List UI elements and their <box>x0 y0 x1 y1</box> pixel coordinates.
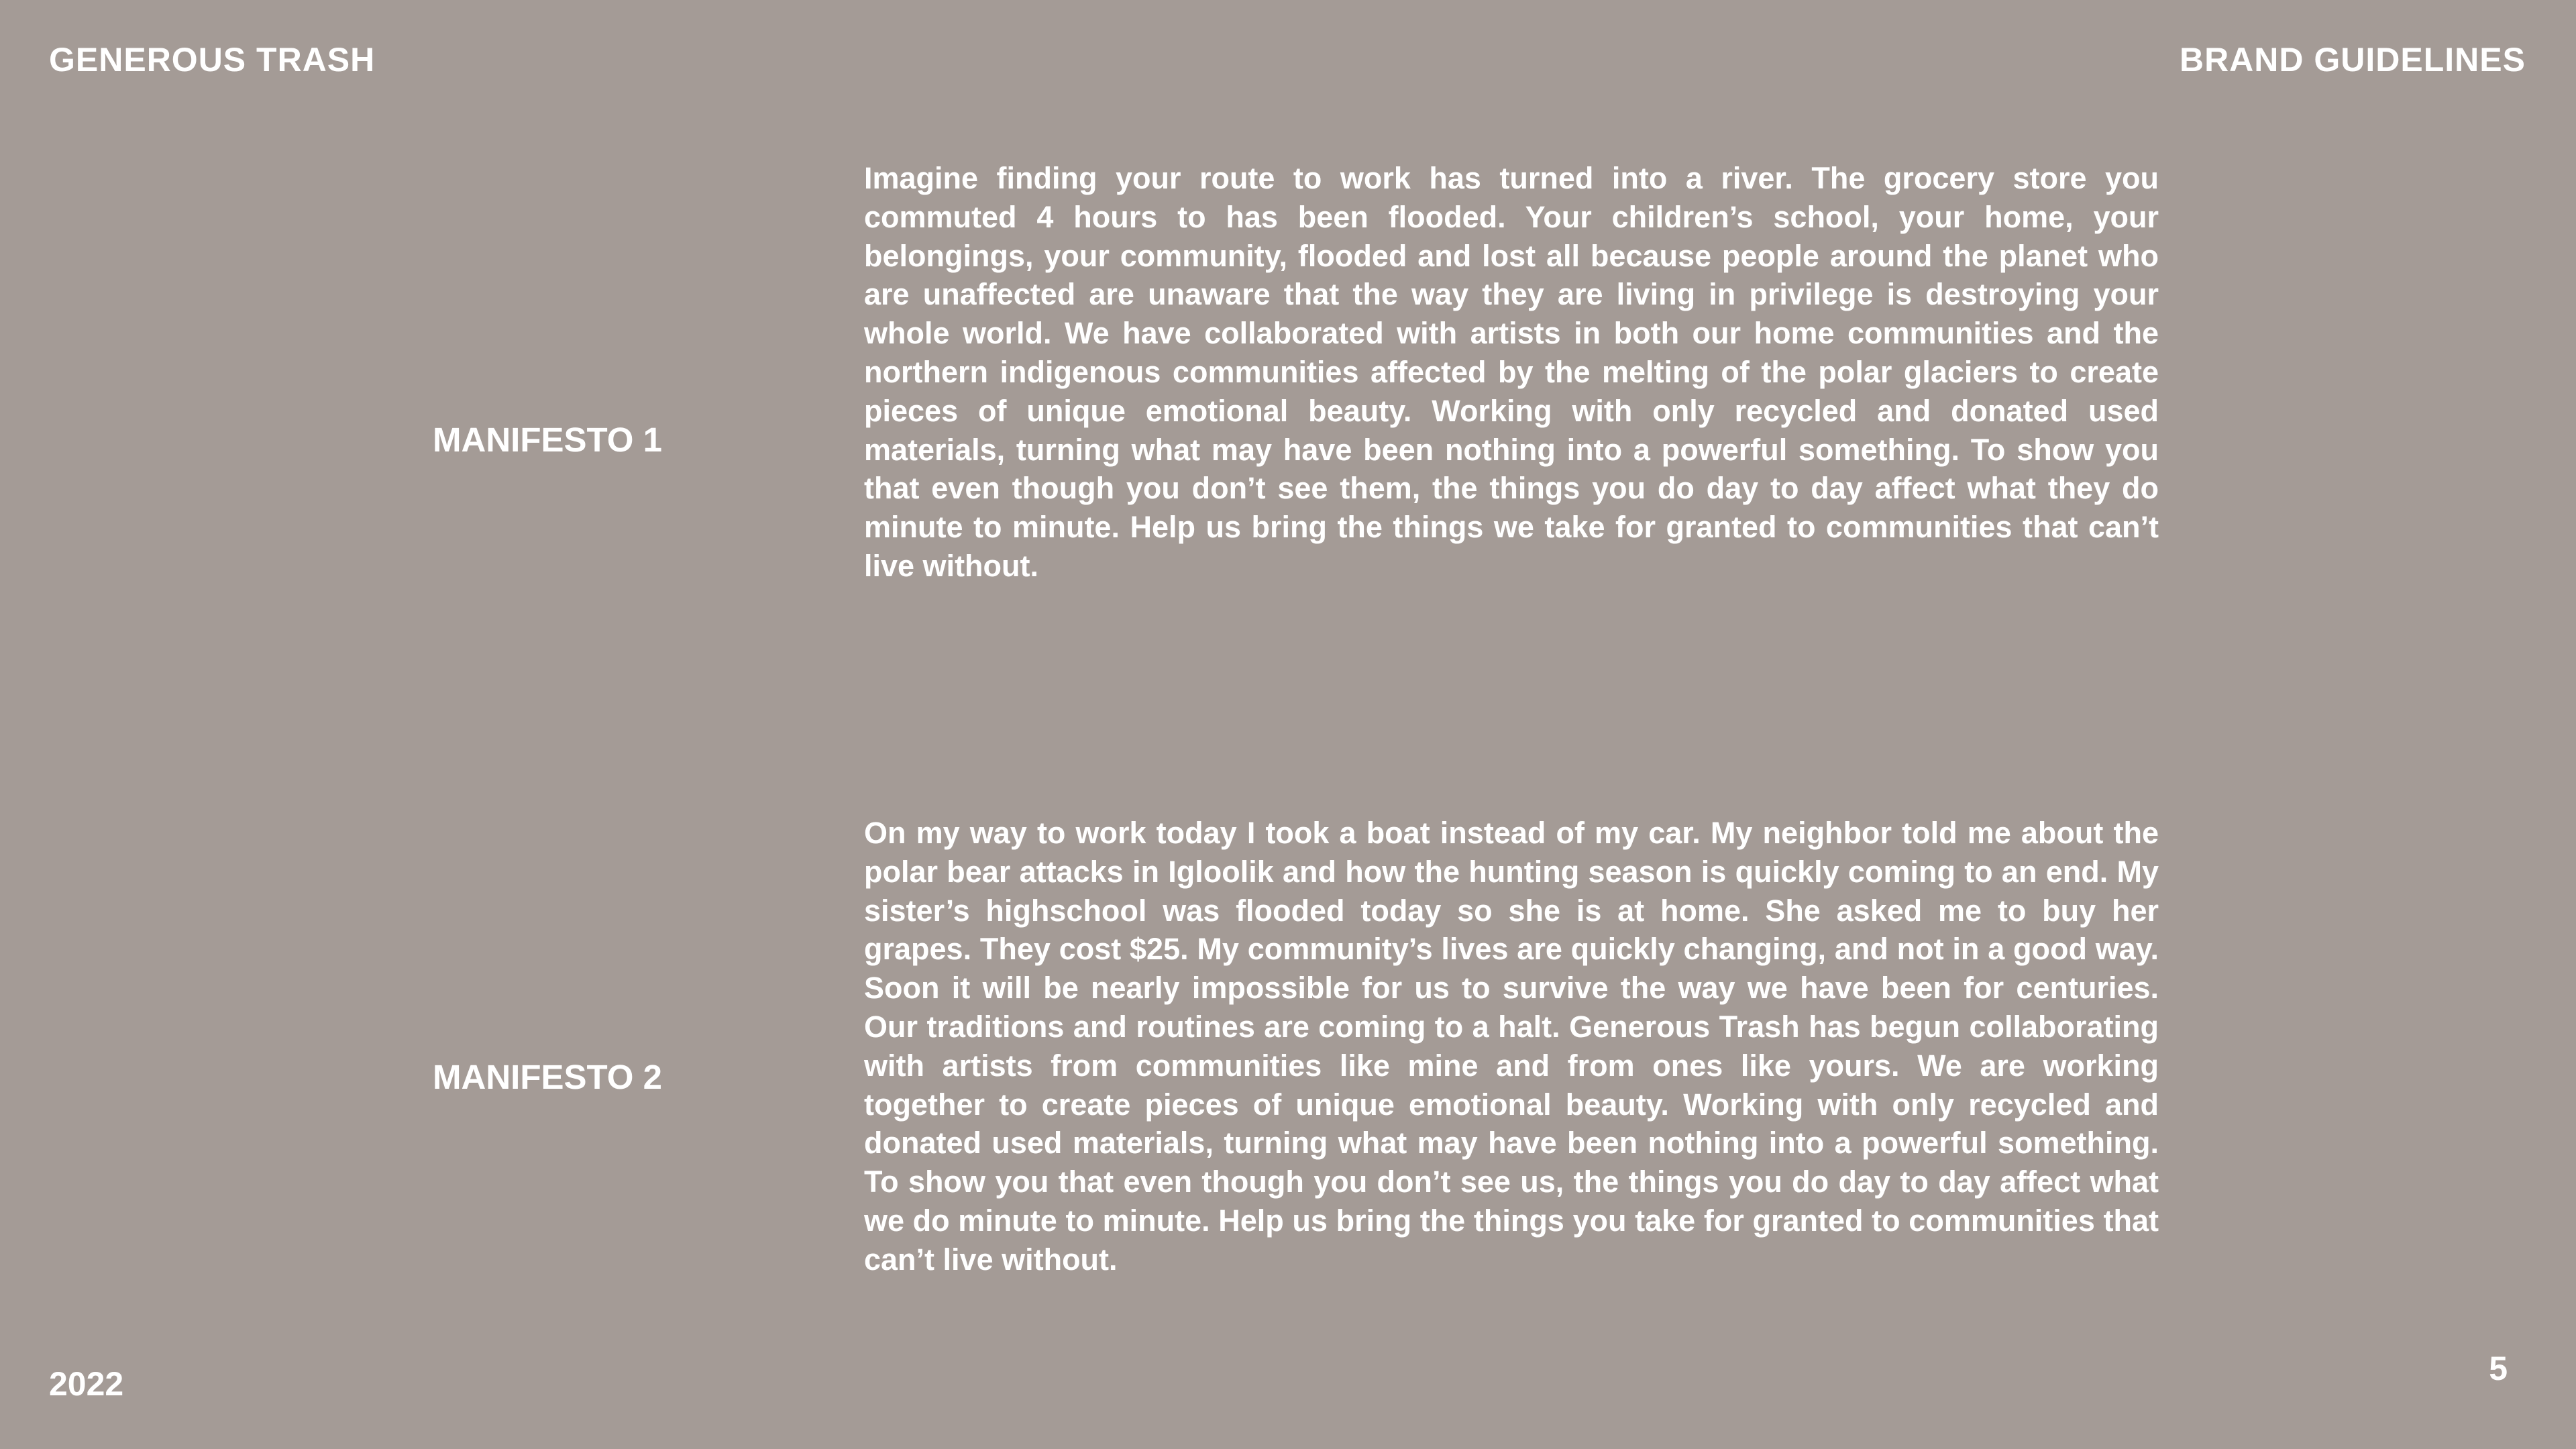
document-title: BRAND GUIDELINES <box>2179 41 2526 78</box>
manifesto-2-body: On my way to work today I took a boat instead of my car. My neighbor told me about the polar bear attacks in Igloolik and how the hunting season is quickly coming to an end. My sister’s highschool was flooded today so she is at home. She asked me to buy her grapes. They cost $25. My community’s lives are quickly changing, and not in a good way. Soon it will be nearly impossible for us to survive the way we have been for centuries. Our traditions and routines are coming to a halt. Generous Trash has begun collaborating with artists from communities like mine and from ones like yours. We are working together to create pieces of unique emotional beauty. Working with only recycled and donated used materials, turning what may have been nothing into a powerful something. To show you that even though you don’t see us, the things you do day to day affect what we do minute to minute. Help us bring the things you take for granted to communities that can’t live without. <box>864 816 2159 1277</box>
manifesto-2-label: MANIFESTO 2 <box>433 1058 662 1096</box>
manifesto-1-body: Imagine finding your route to work has turned into a river. The grocery store you commuted 4 hours to has been flooded. Your children’s school, your home, your belongings, your community, flooded and lost all because people around the planet who are unaffected are unaware that the way they are living in privilege is destroying your whole world. We have collaborated with artists in both our home communities and the northern indigenous communities affected by the melting of the polar glaciers to create pieces of unique emotional beauty. Working with only recycled and donated used materials, turning what may have been nothing into a powerful something. To show you that even though you don’t see them, the things you do day to day affect what they do minute to minute. Help us bring the things we take for granted to communities that can’t live without. <box>864 161 2159 583</box>
year: 2022 <box>49 1365 124 1403</box>
brand-name: GENEROUS TRASH <box>49 41 376 78</box>
manifesto-1-label: MANIFESTO 1 <box>433 421 662 459</box>
page-number: 5 <box>2489 1350 2508 1387</box>
